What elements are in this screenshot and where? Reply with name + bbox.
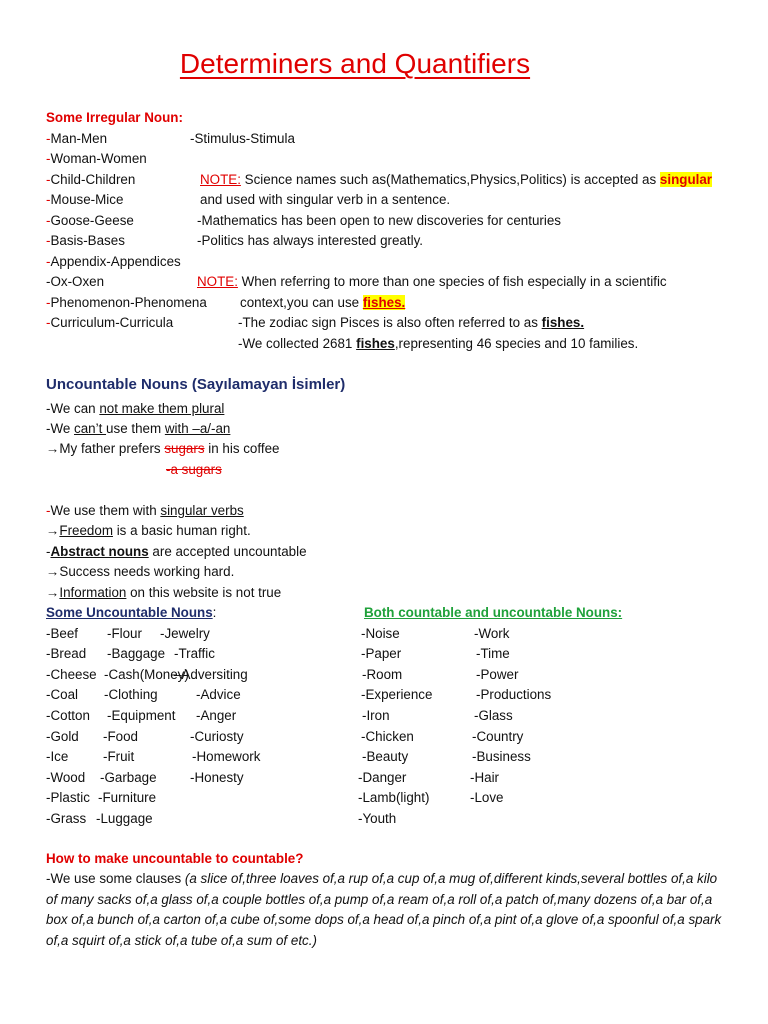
uncount-list-heading-text: Some Uncountable Nouns — [46, 605, 213, 620]
noun-list-item: -Garbage — [100, 770, 157, 785]
noun-list-item: -Youth — [358, 811, 397, 826]
howto-lead: -We use some clauses — [46, 871, 185, 886]
item-dash: - — [46, 131, 51, 146]
item-dash: - — [46, 172, 51, 187]
uncountable-heading: Uncountable Nouns (Sayılamayan İsimler) — [46, 376, 346, 393]
note2-highlight: fishes. — [362, 295, 406, 310]
item-dash: - — [46, 295, 51, 310]
noun-list-item: -Cash(Money) — [104, 667, 189, 682]
howto-clauses: (a slice of,three loaves of,a rup of,a cup of,a mug of,different kinds,several bottles of,a kilo of many sacks of,a glass of,a couple bottles of,a pump of,a ream of,a roll of,a patch of,many dozens of,a bar of,a box of,a bunch of,a carton of,a cube of,some dops of,a head of,a pinch of,a pint of,a glove of,a spoonful of,a spark of,a squirt of,a stick of,a tube of,a sum of etc.) — [46, 871, 722, 948]
noun-list-item: -Paper — [361, 646, 402, 661]
noun-list-item: -Furniture — [98, 790, 157, 805]
noun-list-item: -Lamb(light) — [358, 790, 430, 805]
note2-example2-rest: ,representing 46 species and 10 families. — [394, 336, 639, 351]
rule2-underlined-1: can’t — [74, 421, 107, 436]
noun-list-item: -Homework — [192, 749, 261, 764]
noun-list-item: -Coal — [46, 687, 78, 702]
irregular-heading: Some Irregular Noun: — [46, 110, 183, 125]
note1-line2: and used with singular verb in a sentence. — [200, 192, 451, 207]
note1-example1: -Mathematics has been open to new discoveries for centuries — [197, 213, 561, 228]
irregular-noun-item — [46, 232, 125, 249]
noun-list-item: -Iron — [362, 708, 390, 723]
example2-underlined: Freedom — [59, 523, 113, 538]
noun-list-item: -Luggage — [96, 811, 153, 826]
example1-text: →My father prefers — [46, 441, 165, 456]
irregular-noun-item — [46, 130, 107, 147]
noun-list-item: -Equipment — [107, 708, 176, 723]
rule2-text: -We — [46, 421, 75, 436]
item-dash: - — [46, 151, 51, 166]
noun-list-item: -Honesty — [190, 770, 244, 785]
noun-list-item: -Beef — [46, 626, 79, 641]
note2-example2 — [238, 335, 638, 352]
noun-list-item: -Hair — [470, 770, 500, 785]
noun-list-item: -Power — [476, 667, 519, 682]
noun-list-item: -Beauty — [362, 749, 409, 764]
rule4-dash: - — [46, 544, 51, 559]
irregular-noun-text: Appendix-Appendices — [50, 254, 181, 269]
noun-list-item: -Clothing — [104, 687, 158, 702]
howto-heading: How to make uncountable to countable? — [46, 851, 304, 866]
irregular-noun-item — [46, 253, 181, 270]
irregular-noun-item — [46, 191, 123, 208]
noun-list-item: -Experience — [361, 687, 433, 702]
irregular-noun-text: Man-Men — [50, 131, 108, 146]
item-dash: - — [46, 233, 51, 248]
item-dash: - — [46, 213, 51, 228]
item-dash: - — [46, 254, 51, 269]
noun-list-item: -Plastic — [46, 790, 90, 805]
irregular-noun-text: Curriculum-Curricula — [50, 315, 174, 330]
noun-list-item: –Adversiting — [174, 667, 248, 682]
uncount-list-heading — [46, 604, 216, 621]
uncountable-example-3: →Success needs working hard. — [46, 564, 235, 579]
irregular-noun-text: Basis-Bases — [50, 233, 125, 248]
irregular-noun-item — [46, 212, 134, 229]
noun-list-item: -Room — [362, 667, 403, 682]
irregular-noun-text: Phenomenon-Phenomena — [50, 295, 207, 310]
both-list-heading: Both countable and uncountable Nouns: — [364, 605, 623, 620]
note1-line1 — [200, 171, 712, 188]
note1-label: NOTE: — [200, 172, 241, 187]
noun-list-item: -Wood — [46, 770, 86, 785]
noun-list-item: -Anger — [196, 708, 237, 723]
uncountable-example-2 — [46, 522, 251, 539]
example2-arrow: → — [46, 523, 60, 538]
note2-line1 — [197, 273, 667, 290]
note2-line2 — [240, 294, 405, 311]
example2-text: is a basic human right. — [112, 523, 251, 538]
noun-list-item: -Food — [103, 729, 138, 744]
howto-paragraph — [46, 869, 726, 951]
item-dash: - — [46, 315, 51, 330]
note2-text: When referring to more than one species of fish especially in a scientific — [237, 274, 667, 289]
irregular-noun-item — [46, 273, 104, 290]
noun-list-item: -Advice — [196, 687, 241, 702]
noun-list-item: -Jewelry — [160, 626, 210, 641]
noun-list-item: -Ice — [46, 749, 69, 764]
page-title: Determiners and Quantifiers — [179, 48, 531, 79]
irregular-stimulus: -Stimulus-Stimula — [190, 131, 295, 146]
noun-list-item: -Fruit — [103, 749, 135, 764]
irregular-noun-text: Goose-Geese — [50, 213, 134, 228]
note1-example2: -Politics has always interested greatly. — [197, 233, 423, 248]
noun-list-item: -Baggage — [107, 646, 166, 661]
noun-list-item: -Gold — [46, 729, 79, 744]
rule3-dash: - — [46, 503, 51, 518]
note2-example1 — [238, 314, 584, 331]
rule2-underlined-2: with –a/-an — [164, 421, 231, 436]
uncountable-rule-1 — [46, 400, 224, 417]
rule1-text: -We can — [46, 401, 100, 416]
item-dash: - — [46, 274, 51, 289]
example4-underlined: Information — [59, 585, 127, 600]
noun-list-item: -Curiosty — [190, 729, 244, 744]
uncountable-example-4 — [46, 584, 281, 601]
noun-list-item: -Time — [476, 646, 510, 661]
note2-example2-underlined: fishes — [356, 336, 395, 351]
rule2-mid: use them — [106, 421, 165, 436]
note2-label: NOTE: — [197, 274, 238, 289]
noun-list-item: -Business — [472, 749, 531, 764]
irregular-noun-item — [46, 150, 147, 167]
uncountable-example-strike: -a sugars — [166, 462, 222, 477]
noun-list-item: -Traffic — [174, 646, 215, 661]
noun-list-item: -Bread — [46, 646, 87, 661]
uncountable-rule-4 — [46, 543, 307, 560]
uncount-list-heading-colon: : — [212, 605, 217, 620]
note2-example1-text: -The zodiac sign Pisces is also often referred to as — [238, 315, 542, 330]
note1-highlight: singular — [659, 172, 713, 187]
example1-rest: in his coffee — [204, 441, 280, 456]
noun-list-item: -Noise — [361, 626, 400, 641]
note2-line2-text: context,you can use — [240, 295, 363, 310]
noun-list-item: -Cotton — [46, 708, 90, 723]
noun-list-item: -Love — [470, 790, 504, 805]
uncountable-example-1 — [46, 440, 279, 457]
irregular-noun-text: Mouse-Mice — [50, 192, 124, 207]
noun-list-item: -Productions — [476, 687, 552, 702]
irregular-noun-text: Woman-Women — [50, 151, 147, 166]
noun-list-item: -Work — [474, 626, 510, 641]
rule1-underlined: not make them plural — [99, 401, 225, 416]
irregular-noun-text: Ox-Oxen — [50, 274, 105, 289]
irregular-noun-item — [46, 294, 207, 311]
irregular-noun-text: Child-Children — [50, 172, 136, 187]
example1-strike: sugars — [164, 441, 205, 456]
note1-text: Science names such as(Mathematics,Physics,Politics) is accepted as — [240, 172, 660, 187]
noun-list-item: -Country — [472, 729, 524, 744]
note2-example1-underlined: fishes. — [541, 315, 585, 330]
rule4-text: are accepted uncountable — [148, 544, 307, 559]
noun-list-item: -Danger — [358, 770, 407, 785]
uncountable-rule-2 — [46, 420, 230, 437]
irregular-noun-item — [46, 171, 135, 188]
noun-list-item: -Glass — [474, 708, 513, 723]
rule3-underlined: singular verbs — [160, 503, 244, 518]
rule3-text: We use them with — [50, 503, 161, 518]
example4-arrow: → — [46, 585, 60, 600]
item-dash: - — [46, 192, 51, 207]
example4-text: on this website is not true — [126, 585, 282, 600]
noun-list-item: -Cheese — [46, 667, 97, 682]
noun-list-item: -Flour — [107, 626, 142, 641]
uncountable-rule-3 — [46, 502, 244, 519]
noun-list-item: -Grass — [46, 811, 87, 826]
note2-example2-text: -We collected 2681 — [238, 336, 357, 351]
noun-list-item: -Chicken — [361, 729, 414, 744]
rule4-bold: Abstract nouns — [50, 544, 149, 559]
irregular-noun-item — [46, 314, 173, 331]
